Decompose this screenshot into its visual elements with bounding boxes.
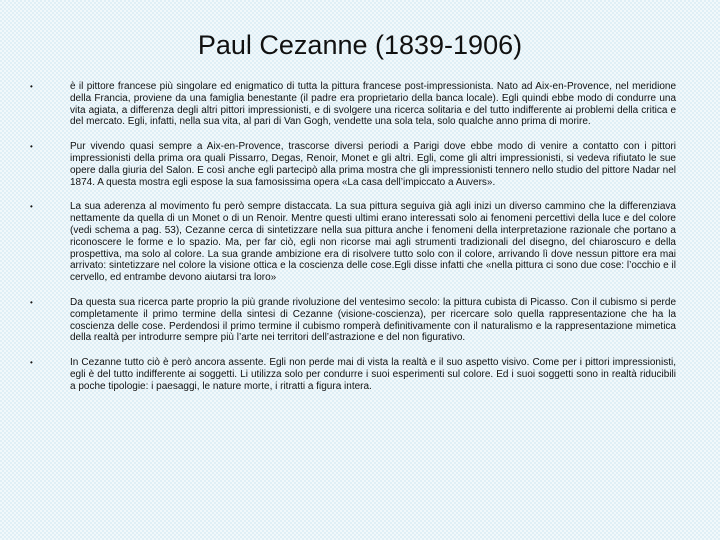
bullet-text-2: Pur vivendo quasi sempre a Aix-en-Provence, trascorse diversi periodi a Parigi dove ebbe modo di venire a contatto con i pittori impressionisti della prima ora quali Pissarro, Degas, Renoir, Monet e gli altri. Egli, come gli altri impressionisti, si vedeva rifiutato le sue opere dalla giuria del Salon. E così anche egli partecipò alla prima mostra che gli impressionisti tennero nello studio del pittore Nadar nel 1874. A questa mostra egli espose la sua famosissima opera «La casa dell’impiccato a Auvers». (70, 141, 676, 188)
bullet-text-1: è il pittore francese più singolare ed enigmatico di tutta la pittura francese post-impressionista. Nato ad Aix-en-Provence, nel meridione della Francia, proviene da una famiglia benestante (il padre era proprietario della banca locale). Egli quindi ebbe modo di condurre una vita agiata, a differenza degli altri pittori impressionisti, e di svolgere una ricerca solitaria e del tutto indifferente ai problemi della critica e del mercato. Egli, infatti, nella sua vita, al pari di Van Gogh, vendette una sola tela, solo qualche anno prima di morire. (70, 81, 676, 128)
bullet-item-5 (30, 357, 676, 392)
bullet-text-5: In Cezanne tutto ciò è però ancora assente. Egli non perde mai di vista la realtà e il suo aspetto visivo. Come per i pittori impressionisti, egli è del tutto indifferente ai soggetti. Li utilizza solo per condurre i suoi esperimenti sul colore. Ed i suoi soggetti sono in realtà riducibili a poche tipologie: i paesaggi, le nature morte, i ritratti a figura intera. (70, 357, 676, 392)
bullet-item-1 (30, 81, 676, 128)
slide-title: Paul Cezanne (1839-1906) (197, 30, 523, 60)
bullet-icon: • (30, 202, 33, 212)
bullet-item-4 (30, 297, 676, 344)
bullet-icon: • (30, 82, 33, 91)
bullet-icon: • (30, 358, 33, 368)
bullet-text-4: Da questa sua ricerca parte proprio la più grande rivoluzione del ventesimo secolo: la pittura cubista di Picasso. Con il cubismo si perde completamente il primo termine della sintesi di Cezanne (visione-coscienza), per ricercare solo quella rappresentazione che ha la coscienza delle cose. Perdendosi il primo termine il cubismo romperà definitivamente con il naturalismo e la rappresentazione mimetica della realtà per introdurre sempre più l’arte nei territori dell’astrazione e del non figurativo. (70, 296, 676, 344)
bullet-icon: • (30, 297, 33, 307)
bullet-text-3: La sua aderenza al movimento fu però sempre distaccata. La sua pittura seguiva già agli inizi un diverso cammino che la differenziava nettamente da quella di un Monet o di un Renoir. Mentre questi ultimi erano interessati solo ai fenomeni percettivi della luce e del colore (vedi schema a pag. 53), Cezanne cerca di sintetizzare nella sua pittura anche i fenomeni della interpretazione razionale che portano a riconoscere le forme e lo spazio. Ma, per far ciò, egli non ricorse mai agli strumenti tradizionali del disegno, del chiaroscuro e della prospettiva, ma solo al colore. La sua grande ambizione era di risolvere tutto solo con il colore, arrivando lì dove nessun pittore era mai arrivato: sintetizzare nel colore la visione ottica e la coscienza delle cose.Egli disse infatti che «nella pittura ci sono due cose: l’occhio e il cervello, ed entrambe devono aiutarsi tra loro» (70, 201, 676, 284)
bullet-item-2 (30, 141, 676, 188)
bullet-icon: • (30, 142, 33, 152)
bullet-list (30, 81, 676, 406)
bullet-item-3 (30, 201, 676, 284)
